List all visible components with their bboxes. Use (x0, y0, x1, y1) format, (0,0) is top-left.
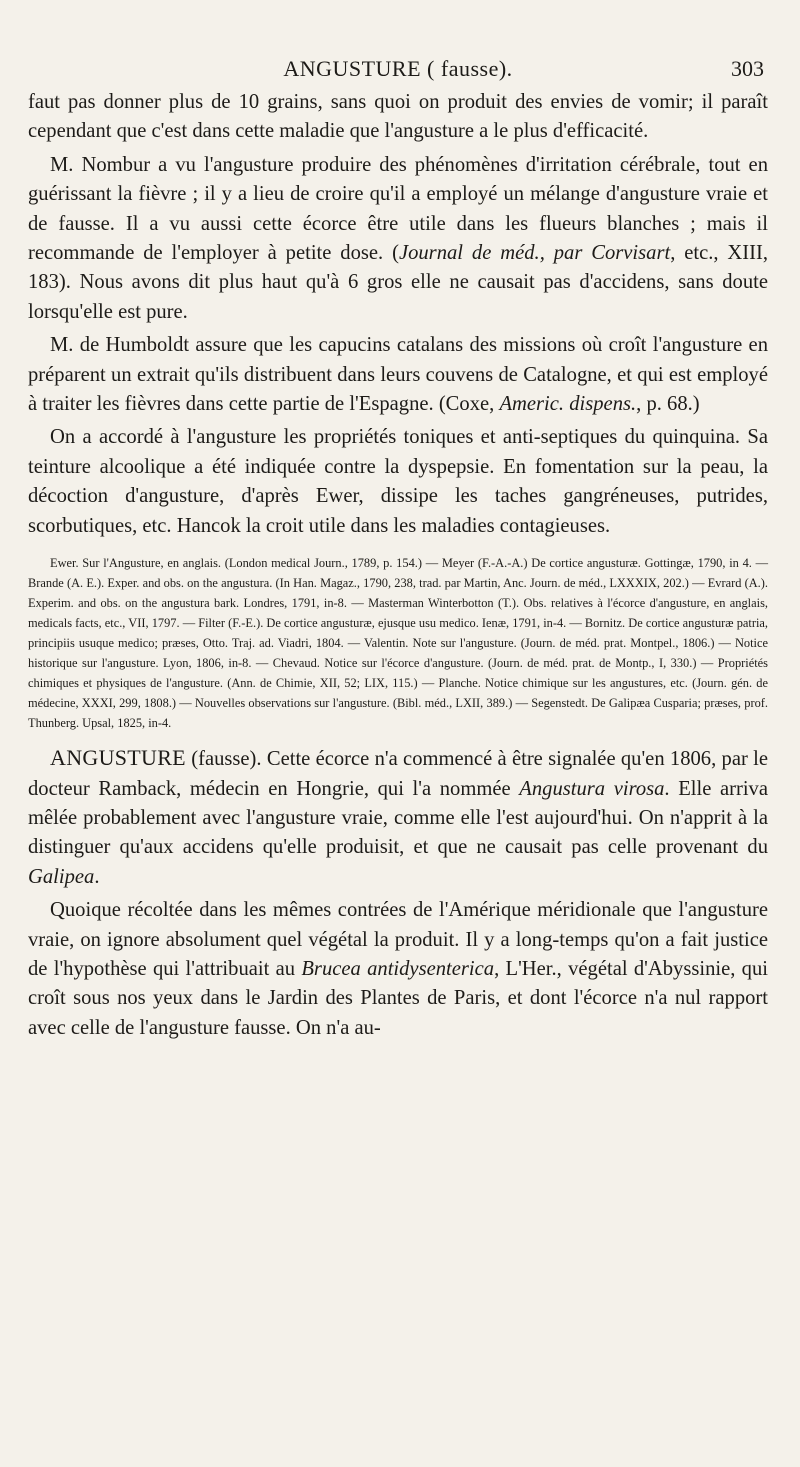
paragraph-text: . Elle arriva mêlée probablement avec l'angusture vraie, comme elle l'est aujourd'hui. On n'apprit à la distinguer qu'aux accidens qu'elle produisit, et que ne causait pas celle provenant du (28, 777, 768, 859)
paragraph-continuation (28, 88, 768, 147)
citation-journal: Journal de méd., par Corvisart (398, 242, 671, 265)
paragraph-text: M. de Humboldt assure que les capucins catalans des missions où croît l'angusture en préparent un extrait qu'ils distribuent dans leurs couvens de Catalogne, et qui est employé à traiter les fièvres dans cette partie de l'Espagne. (Coxe, (28, 334, 768, 416)
paragraph-text: On a accordé à l'angusture les propriétés toniques et anti-septiques du quinquina. Sa teinture alcoolique a été indiquée contre la dyspepsie. En fomentation sur la peau, la décoction d'angusture, d'après Ewer, dissipe les taches gangréneuses, putrides, scorbutiques, etc. Hancok la croit utile dans les maladies contagieuses. (28, 426, 768, 537)
paragraph-nombur (28, 151, 768, 327)
paragraph-text: . (94, 865, 100, 888)
bibliography: Ewer. Sur l'Angusture, en anglais. (London medical Journ., 1789, p. 154.) — Meyer (F.-A.-A.) De cortice angusturæ. Gottingæ, 1790, in 4. — Brande (A. E.). Exper. and obs. on the angustura. (In Han. Magaz., 1790, 238, trad. par Martin, Anc. Journ. de méd., LXXXIX, 202.) — Evrard (A.). Experim. and obs. on the angustura bark. Londres, 1791, in-8. — Masterman Winterbotton (T.). Obs. relatives à l'écorce d'angusture, en anglais, medicals facts, etc., VII, 1797. — Filter (F.-E.). De cortice angusturæ, ejusque usu medico. Ienæ, 1791, in-4. — Bornitz. De cortice angusturæ patria, principiis usuque medico; præses, Otto. Traj. ad. Viadri, 1804. — Valentin. Note sur l'angusture. (Journ. de méd. prat. Montpel., 1806.) — Notice historique sur l'angusture. Lyon, 1806, in-8. — Chevaud. Notice sur l'écorce d'angusture. (Journ. de méd. prat. de Montp., I, 330.) — Propriétés chimiques et physiques de l'angusture. (Ann. de Chimie, XII, 52; LIX, 115.) — Planche. Notice chimique sur les angustures, etc. (Journ. gén. de médecine, XXXI, 299, 1808.) — Nouvelles observations sur l'angusture. (Bibl. méd., LXII, 389.) — Segenstedt. De Galipæa Cusparia; præses, prof. Thunberg. Upsal, 1825, in-4. (28, 556, 768, 731)
species-name: Brucea antidysenterica (301, 957, 495, 980)
paragraph-text: (fausse). Cette écorce n'a commencé à être signalée qu'en 1806, par le docteur Ramback, médecin en Hongrie, qui l'a nommée (28, 748, 768, 800)
paragraph-text: , L'Her., végétal d'Abyssinie, qui croît sous nos yeux dans le Jardin des Plantes de Paris, et dont l'écorce n'a nul rapport avec celle de l'angusture fausse. On n'a au- (28, 957, 768, 1039)
paragraph-fausse-entry (28, 743, 768, 892)
entry-heading: ANGUSTURE (50, 745, 186, 771)
paragraph-properties (28, 423, 768, 541)
paragraph-origin (28, 896, 768, 1043)
body-text (28, 88, 768, 1043)
running-head (28, 48, 768, 88)
paragraph-text: , etc., XIII, 183). Nous avons dit plus haut qu'à 6 gros elle ne causait pas d'accidens, sans doute lorsqu'elle est pure. (28, 242, 769, 323)
paragraph-text: faut pas donner plus de 10 grains, sans quoi on produit des envies de vomir; il paraît cependant que c'est dans cette maladie que l'angusture a le plus d'efficacité. (28, 91, 768, 143)
citation-coxe: Americ. dispens. (499, 393, 637, 416)
paragraph-humboldt (28, 331, 768, 419)
paragraph-text: M. Nombur a vu l'angusture produire des phénomènes d'irritation cérébrale, tout en guérissant la fièvre ; il y a lieu de croire qu'il a employé un mélange d'angusture vraie et de fausse. Il a vu aussi cette écorce être utile dans les flueurs blanches ; mais il recommande de l'employer à petite dose. ( (28, 153, 768, 265)
paragraph-text: , p. 68.) (636, 393, 700, 416)
page-number: 303 (731, 56, 764, 81)
genus-name: Galipea (28, 865, 95, 888)
running-title: ANGUSTURE ( fausse). (283, 56, 513, 81)
species-name: Angustura virosa (519, 777, 665, 800)
paragraph-text: Quoique récoltée dans les mêmes contrées de l'Amérique méridionale que l'angusture vraie, on ignore absolument quel végétal la produit. Il y a long-temps qu'on a fait justice de l'hypothèse qui l'attribuait au (28, 899, 768, 980)
